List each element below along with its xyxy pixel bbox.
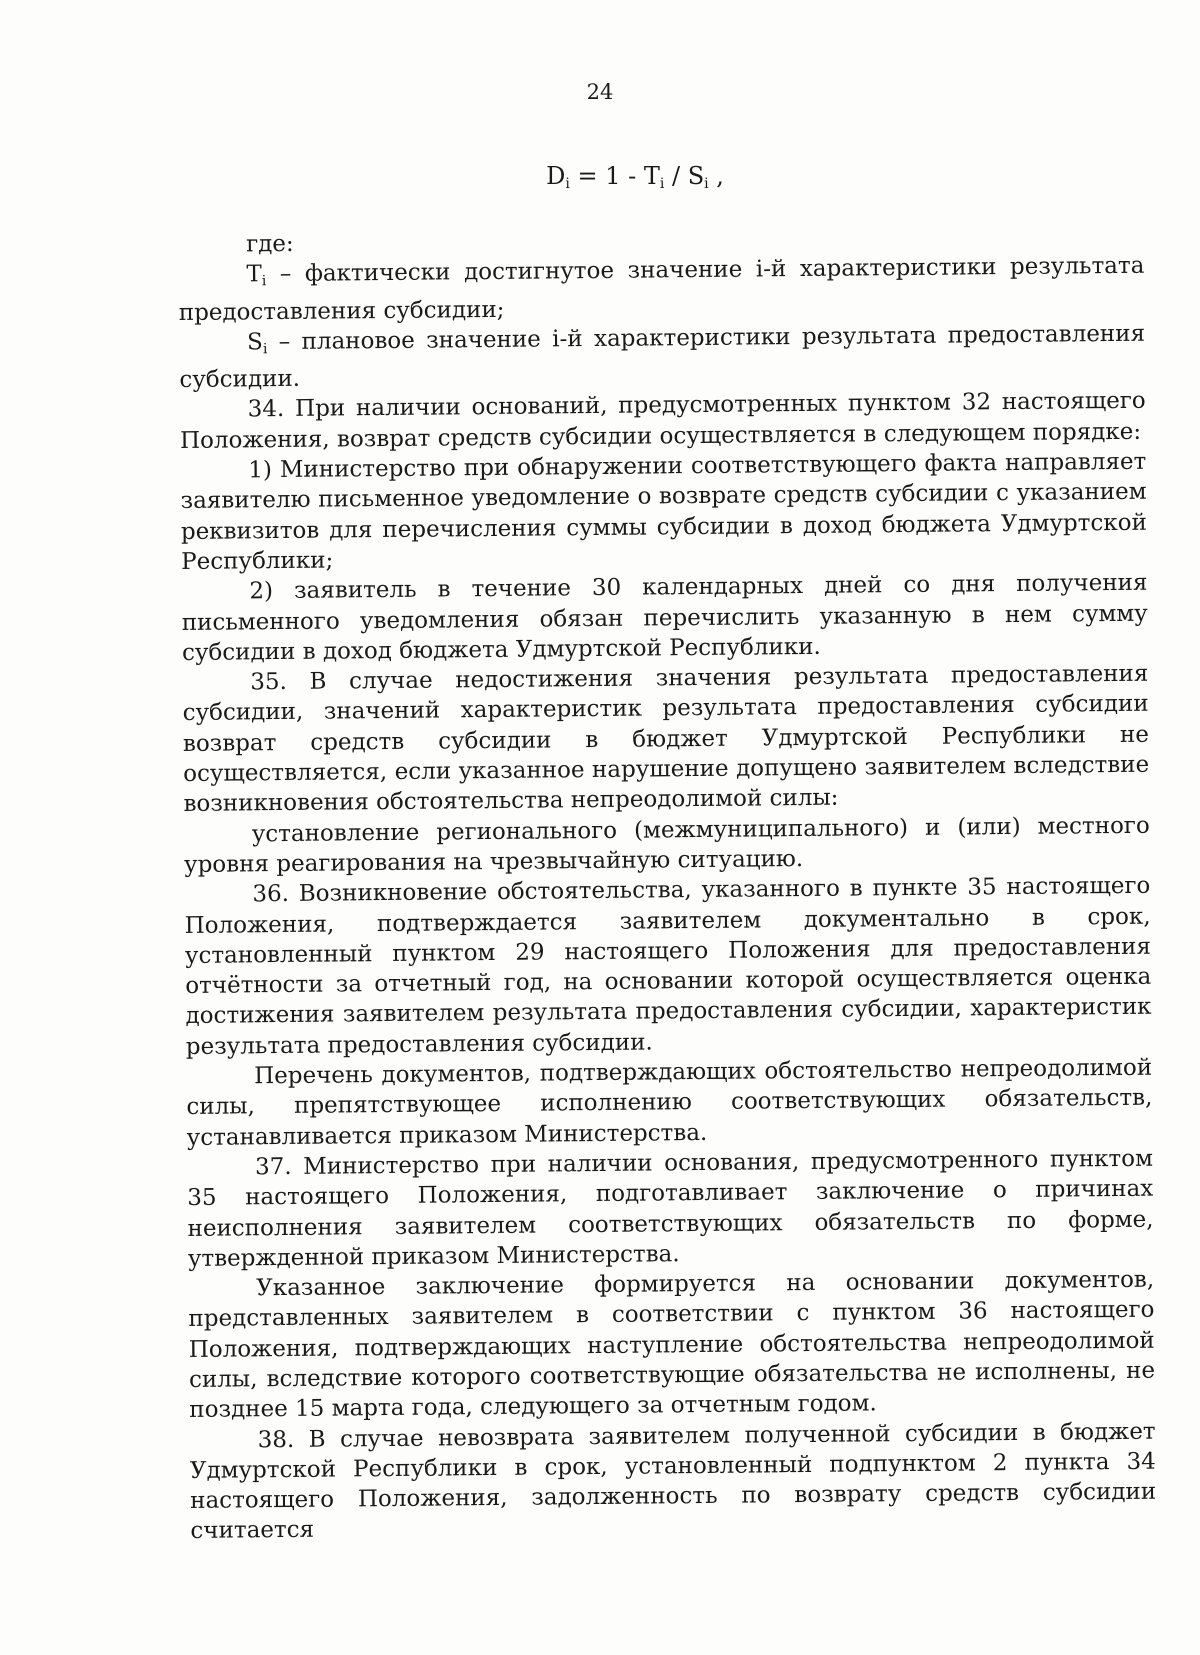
paragraph-text: 38. В случае невозврата заявителем полученной субсидии в бюджет Удмуртской Республики в срок, установленный подпунктом 2 пункта 34 настоящего Положения, задолженность по возврату средств субсидии считается <box>189 1418 1157 1545</box>
paragraph-text: 1) Министерство при обнаружении соответствующего факта направляет заявителю письменное уведомление о возврате средств субсидии с указанием реквизитов для перечисления суммы субсидии в доход бюджета Удмуртской Республики; <box>180 448 1147 575</box>
formula-end: , <box>708 162 724 190</box>
paragraph <box>182 659 1149 820</box>
page-number: 24 <box>586 80 614 104</box>
paragraph-symbol: S <box>246 329 263 356</box>
paragraph-text: 2) заявитель в течение 30 календарных дней со дня получения письменного уведомления обязан перечислить указанную в нем сумму субсидии в доход бюджета Удмуртской Республики. <box>181 569 1148 666</box>
formula-t-sub: i <box>659 176 665 192</box>
paragraph <box>181 568 1148 668</box>
paragraph-text: 36. Возникновение обстоятельства, указанного в пункте 35 настоящего Положения, подтверждается заявителем документально в срок, установленный пунктом 29 настоящего Положения для предоставления отчётности за отчетный год, на основании которой осуществляется оценка достижения заявителем результата предоставления субсидии, характеристик результата предоставления субсидии. <box>184 872 1152 1060</box>
paragraph-text: – плановое значение i-й характеристики результата предоставления субсидии. <box>179 320 1146 394</box>
document-body <box>178 221 1157 1547</box>
formula-s-sub: i <box>704 176 709 192</box>
paragraph-text: 37. Министерство при наличии основания, предусмотренного пунктом 35 настоящего Положения, подготавливает заключение о причинах неисполнения заявителем соответствующих обязательств по форме, утвержденной приказом Министерства. <box>187 1145 1154 1272</box>
paragraph-text: Указанное заключение формируется на основании документов, представленных заявителем в соответствии с пунктом 36 настоящего Положения, подтверждающих наступление обстоятельства непреодолимой силы, вследствие которого соответствующие обязательства не исполнены, не позднее 15 марта года, следующего за отчетным годом. <box>188 1266 1156 1424</box>
paragraph-text: где: <box>246 230 294 258</box>
paragraph <box>189 1416 1156 1546</box>
paragraph-symbol: T <box>246 261 262 288</box>
paragraph-text: 34. При наличии оснований, предусмотренных пунктом 32 настоящего Положения, возврат средств субсидии осуществляется в следующем порядке: <box>179 388 1146 454</box>
formula-lhs: D <box>546 162 566 190</box>
paragraph <box>184 810 1151 880</box>
formula-eq: = 1 - <box>569 162 644 190</box>
formula-s: S <box>687 162 705 190</box>
paragraph-text: 35. В случае недостижения значения результата предоставления субсидии, значений характеристик результата предоставления субсидии возврат средств субсидии в бюджет Удмуртской Республики не осуществляется, если указанное нарушение допущено заявителем вследствие возникновения обстоятельства непреодолимой силы: <box>182 660 1150 818</box>
paragraph <box>188 1265 1155 1426</box>
formula-t: T <box>643 162 660 190</box>
paragraph <box>180 386 1147 456</box>
paragraph-text: – фактически достигнутое значение i-й характеристики результата предоставления субсидии; <box>178 253 1145 326</box>
formula <box>0 162 1200 192</box>
paragraph <box>186 1053 1153 1153</box>
paragraph-text: Перечень документов, подтверждающих обстоятельство непреодолимой силы, препятствующее исполнению соответствующих обязательств, устанавливается приказом Министерства. <box>186 1054 1153 1151</box>
paragraph-symbol-sub: i <box>261 273 267 290</box>
paragraph <box>184 871 1152 1062</box>
paragraph-symbol-sub: i <box>262 341 268 358</box>
paragraph <box>187 1144 1154 1274</box>
formula-div: / <box>664 162 688 190</box>
paragraph <box>179 319 1146 396</box>
formula-lhs-sub: i <box>565 176 570 192</box>
paragraph <box>180 447 1147 577</box>
paragraph <box>178 251 1145 328</box>
paragraph-text: установление регионального (межмуниципального) и (или) местного уровня реагирования на чрезвычайную ситуацию. <box>183 812 1150 878</box>
